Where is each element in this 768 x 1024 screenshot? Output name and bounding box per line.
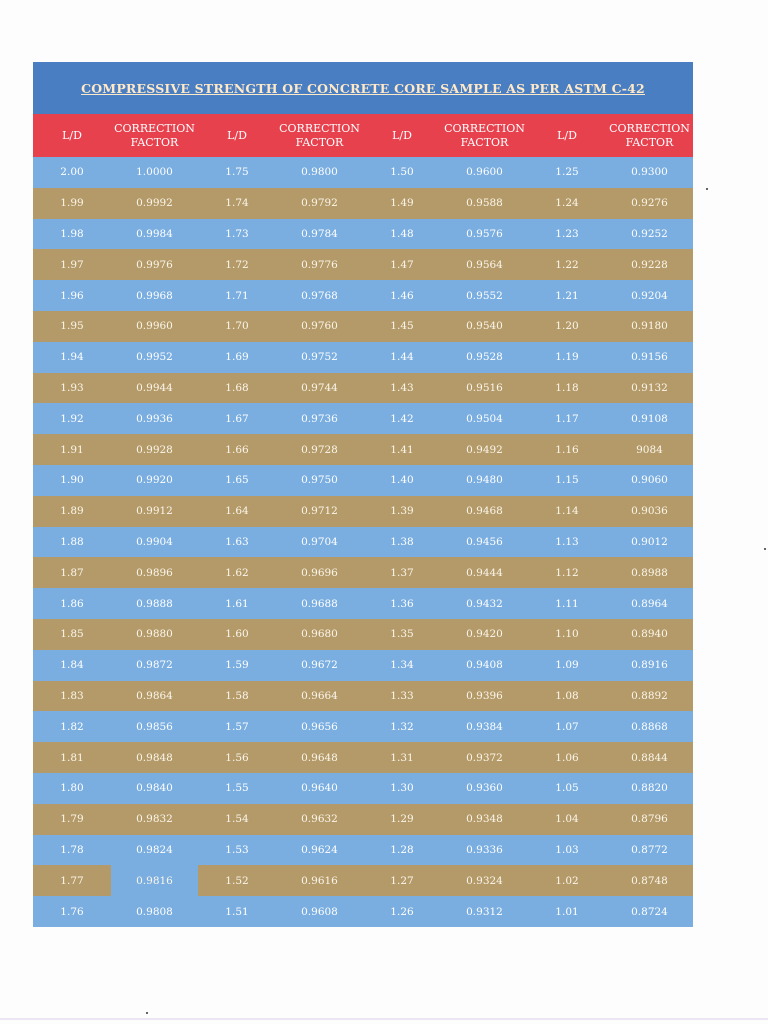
correction-factor-cell: 0.9396 <box>466 689 503 702</box>
correction-factor-cell: 0.9624 <box>301 843 338 856</box>
ld-cell: 1.87 <box>60 566 84 579</box>
correction-factor-cell: 0.9656 <box>301 720 338 733</box>
correction-factor-cell: 0.9608 <box>301 905 338 918</box>
ld-cell: 1.66 <box>225 443 249 456</box>
ld-cell: 1.86 <box>60 597 84 610</box>
table-row <box>33 188 693 219</box>
ld-cell: 1.11 <box>555 597 579 610</box>
ld-cell: 1.78 <box>60 843 84 856</box>
ld-cell: 1.65 <box>225 474 249 487</box>
correction-factor-cell: 0.9640 <box>301 782 338 795</box>
ld-cell: 1.58 <box>225 689 249 702</box>
correction-factor-cell: 0.9348 <box>466 813 503 826</box>
ld-cell: 1.84 <box>60 659 84 672</box>
ld-cell: 1.48 <box>390 227 414 240</box>
correction-factor-cell: 0.9360 <box>466 782 503 795</box>
table-row <box>33 773 693 804</box>
correction-factor-cell: 0.9800 <box>301 166 338 179</box>
correction-factor-cell: 0.9616 <box>301 874 338 887</box>
ld-cell: 1.80 <box>60 782 84 795</box>
ld-cell: 1.21 <box>555 289 579 302</box>
ld-cell: 1.25 <box>555 166 579 179</box>
ld-cell: 1.91 <box>60 443 84 456</box>
correction-factor-table <box>33 62 693 927</box>
correction-factor-cell: 0.9936 <box>136 412 173 425</box>
correction-factor-cell: 0.8724 <box>631 905 668 918</box>
correction-factor-cell: 0.8868 <box>631 720 668 733</box>
ld-cell: 1.30 <box>390 782 414 795</box>
ld-cell: 1.19 <box>555 351 579 364</box>
ld-cell: 1.45 <box>390 320 414 333</box>
correction-factor-cell: 0.9588 <box>466 197 503 210</box>
correction-factor-cell: 0.9648 <box>301 751 338 764</box>
correction-factor-cell: 0.9944 <box>136 381 173 394</box>
ld-cell: 1.49 <box>390 197 414 210</box>
correction-factor-cell: 0.9816 <box>111 865 198 896</box>
ld-cell: 1.36 <box>390 597 414 610</box>
correction-factor-cell: 0.9752 <box>301 351 338 364</box>
ld-cell: 1.38 <box>390 535 414 548</box>
correction-factor-cell: 0.9904 <box>136 535 173 548</box>
correction-factor-cell: 0.9744 <box>301 381 338 394</box>
correction-factor-cell: 0.9696 <box>301 566 338 579</box>
ld-cell: 1.76 <box>60 905 84 918</box>
correction-factor-cell: 0.8748 <box>631 874 668 887</box>
correction-factor-cell: 0.9768 <box>301 289 338 302</box>
ld-cell: 1.94 <box>60 351 84 364</box>
ld-cell: 1.16 <box>555 443 579 456</box>
correction-factor-cell: 0.9688 <box>301 597 338 610</box>
correction-factor-cell: 1.0000 <box>136 166 173 179</box>
ld-cell: 1.24 <box>555 197 579 210</box>
ld-cell: 1.40 <box>390 474 414 487</box>
correction-factor-cell: 0.9576 <box>466 227 503 240</box>
ld-cell: 1.93 <box>60 381 84 394</box>
ld-cell: 1.42 <box>390 412 414 425</box>
ld-cell: 1.70 <box>225 320 249 333</box>
ld-cell: 1.64 <box>225 505 249 518</box>
ld-cell: 1.54 <box>225 813 249 826</box>
header-cf-2: CORRECTION FACTOR <box>279 121 360 149</box>
table-row <box>33 249 693 280</box>
correction-factor-cell: 0.9896 <box>136 566 173 579</box>
header-cf-1: CORRECTION FACTOR <box>114 121 195 149</box>
ld-cell: 1.33 <box>390 689 414 702</box>
correction-factor-cell: 0.9228 <box>631 258 668 271</box>
correction-factor-cell: 0.9492 <box>466 443 503 456</box>
ld-cell: 1.67 <box>225 412 249 425</box>
correction-factor-cell: 0.9336 <box>466 843 503 856</box>
table-row <box>33 311 693 342</box>
correction-factor-cell: 0.9984 <box>136 227 173 240</box>
ld-cell: 1.23 <box>555 227 579 240</box>
correction-factor-cell: 0.9108 <box>631 412 668 425</box>
correction-factor-cell: 0.9784 <box>301 227 338 240</box>
correction-factor-cell: 0.9792 <box>301 197 338 210</box>
correction-factor-cell: 0.9156 <box>631 351 668 364</box>
ld-cell: 1.32 <box>390 720 414 733</box>
correction-factor-cell: 0.8964 <box>631 597 668 610</box>
ld-cell: 1.99 <box>60 197 84 210</box>
table-row <box>33 835 693 866</box>
correction-factor-cell: 0.9776 <box>301 258 338 271</box>
correction-factor-cell: 0.8844 <box>631 751 668 764</box>
correction-factor-cell: 0.9204 <box>631 289 668 302</box>
correction-factor-cell: 0.9468 <box>466 505 503 518</box>
ld-cell: 1.72 <box>225 258 249 271</box>
ld-cell: 1.14 <box>555 505 579 518</box>
correction-factor-cell: 0.9408 <box>466 659 503 672</box>
correction-factor-cell: 0.9036 <box>631 505 668 518</box>
correction-factor-cell: 0.8772 <box>631 843 668 856</box>
correction-factor-cell: 9084 <box>636 443 663 456</box>
correction-factor-cell: 0.9276 <box>631 197 668 210</box>
ld-cell: 1.69 <box>225 351 249 364</box>
ld-cell: 1.97 <box>60 258 84 271</box>
table-row <box>33 650 693 681</box>
correction-factor-cell: 0.9432 <box>466 597 503 610</box>
correction-factor-cell: 0.9920 <box>136 474 173 487</box>
table-row <box>33 157 693 188</box>
header-cf-4: CORRECTION FACTOR <box>609 121 690 149</box>
ld-cell: 1.37 <box>390 566 414 579</box>
correction-factor-cell: 0.9952 <box>136 351 173 364</box>
correction-factor-cell: 0.9728 <box>301 443 338 456</box>
ld-cell: 1.53 <box>225 843 249 856</box>
ld-cell: 1.92 <box>60 412 84 425</box>
ld-cell: 1.41 <box>390 443 414 456</box>
correction-factor-cell: 0.9564 <box>466 258 503 271</box>
ld-cell: 1.12 <box>555 566 579 579</box>
scan-speck <box>764 548 766 550</box>
ld-cell: 1.27 <box>390 874 414 887</box>
correction-factor-cell: 0.9180 <box>631 320 668 333</box>
correction-factor-cell: 0.9480 <box>466 474 503 487</box>
ld-cell: 1.18 <box>555 381 579 394</box>
ld-cell: 1.95 <box>60 320 84 333</box>
ld-cell: 1.60 <box>225 628 249 641</box>
header-ld-2: L/D <box>227 128 247 142</box>
correction-factor-cell: 0.9888 <box>136 597 173 610</box>
ld-cell: 1.04 <box>555 813 579 826</box>
table-row <box>33 373 693 404</box>
ld-cell: 1.61 <box>225 597 249 610</box>
correction-factor-cell: 0.9750 <box>301 474 338 487</box>
table-row <box>33 804 693 835</box>
ld-cell: 1.15 <box>555 474 579 487</box>
correction-factor-cell: 0.9808 <box>136 905 173 918</box>
table-row <box>33 681 693 712</box>
ld-cell: 1.44 <box>390 351 414 364</box>
correction-factor-cell: 0.9444 <box>466 566 503 579</box>
table-row <box>33 588 693 619</box>
ld-cell: 1.96 <box>60 289 84 302</box>
ld-cell: 1.98 <box>60 227 84 240</box>
scan-speck <box>146 1012 148 1014</box>
ld-cell: 1.73 <box>225 227 249 240</box>
ld-cell: 1.51 <box>225 905 249 918</box>
ld-cell: 1.28 <box>390 843 414 856</box>
header-ld-3: L/D <box>392 128 412 142</box>
ld-cell: 1.63 <box>225 535 249 548</box>
ld-cell: 1.47 <box>390 258 414 271</box>
ld-cell: 1.17 <box>555 412 579 425</box>
scan-speck <box>706 188 708 190</box>
correction-factor-cell: 0.8820 <box>631 782 668 795</box>
correction-factor-cell: 0.9736 <box>301 412 338 425</box>
ld-cell: 1.52 <box>225 874 249 887</box>
correction-factor-cell: 0.9848 <box>136 751 173 764</box>
ld-cell: 1.57 <box>225 720 249 733</box>
correction-factor-cell: 0.9372 <box>466 751 503 764</box>
correction-factor-cell: 0.9872 <box>136 659 173 672</box>
correction-factor-cell: 0.9880 <box>136 628 173 641</box>
correction-factor-cell: 0.8988 <box>631 566 668 579</box>
correction-factor-cell: 0.9456 <box>466 535 503 548</box>
correction-factor-cell: 0.9864 <box>136 689 173 702</box>
ld-cell: 1.88 <box>60 535 84 548</box>
table-row <box>33 280 693 311</box>
correction-factor-cell: 0.8892 <box>631 689 668 702</box>
ld-cell: 1.29 <box>390 813 414 826</box>
ld-cell: 2.00 <box>60 166 84 179</box>
ld-cell: 1.02 <box>555 874 579 887</box>
header-row <box>33 114 693 157</box>
header-cf-3: CORRECTION FACTOR <box>444 121 525 149</box>
correction-factor-cell: 0.9540 <box>466 320 503 333</box>
correction-factor-cell: 0.9992 <box>136 197 173 210</box>
correction-factor-cell: 0.9928 <box>136 443 173 456</box>
table-row <box>33 403 693 434</box>
ld-cell: 1.79 <box>60 813 84 826</box>
ld-cell: 1.90 <box>60 474 84 487</box>
correction-factor-cell: 0.9384 <box>466 720 503 733</box>
correction-factor-cell: 0.9252 <box>631 227 668 240</box>
correction-factor-cell: 0.9976 <box>136 258 173 271</box>
correction-factor-cell: 0.9060 <box>631 474 668 487</box>
correction-factor-cell: 0.9840 <box>136 782 173 795</box>
ld-cell: 1.26 <box>390 905 414 918</box>
ld-cell: 1.07 <box>555 720 579 733</box>
ld-cell: 1.55 <box>225 782 249 795</box>
ld-cell: 1.35 <box>390 628 414 641</box>
ld-cell: 1.46 <box>390 289 414 302</box>
ld-cell: 1.56 <box>225 751 249 764</box>
correction-factor-cell: 0.9300 <box>631 166 668 179</box>
correction-factor-cell: 0.8916 <box>631 659 668 672</box>
ld-cell: 1.74 <box>225 197 249 210</box>
table-row <box>33 465 693 496</box>
table-row <box>33 342 693 373</box>
table-row <box>33 434 693 465</box>
correction-factor-cell: 0.9856 <box>136 720 173 733</box>
correction-factor-cell: 0.9516 <box>466 381 503 394</box>
ld-cell: 1.59 <box>225 659 249 672</box>
correction-factor-cell: 0.9324 <box>466 874 503 887</box>
title-bar <box>33 62 693 114</box>
table-row <box>33 711 693 742</box>
scan-edge <box>0 1018 768 1020</box>
ld-cell: 1.83 <box>60 689 84 702</box>
correction-factor-cell: 0.9912 <box>136 505 173 518</box>
correction-factor-cell: 0.9420 <box>466 628 503 641</box>
correction-factor-cell: 0.9312 <box>466 905 503 918</box>
ld-cell: 1.31 <box>390 751 414 764</box>
ld-cell: 1.43 <box>390 381 414 394</box>
table-row <box>33 527 693 558</box>
ld-cell: 1.13 <box>555 535 579 548</box>
ld-cell: 1.62 <box>225 566 249 579</box>
correction-factor-cell: 0.9672 <box>301 659 338 672</box>
ld-cell: 1.82 <box>60 720 84 733</box>
ld-cell: 1.89 <box>60 505 84 518</box>
table-row <box>33 865 693 896</box>
ld-cell: 1.50 <box>390 166 414 179</box>
ld-cell: 1.71 <box>225 289 249 302</box>
table-row <box>33 557 693 588</box>
header-ld-4: L/D <box>557 128 577 142</box>
table-row <box>33 896 693 927</box>
ld-cell: 1.75 <box>225 166 249 179</box>
correction-factor-cell: 0.9680 <box>301 628 338 641</box>
ld-cell: 1.77 <box>60 874 84 887</box>
ld-cell: 1.09 <box>555 659 579 672</box>
correction-factor-cell: 0.9552 <box>466 289 503 302</box>
correction-factor-cell: 0.9632 <box>301 813 338 826</box>
ld-cell: 1.85 <box>60 628 84 641</box>
correction-factor-cell: 0.9832 <box>136 813 173 826</box>
correction-factor-cell: 0.8940 <box>631 628 668 641</box>
correction-factor-cell: 0.9704 <box>301 535 338 548</box>
ld-cell: 1.08 <box>555 689 579 702</box>
ld-cell: 1.34 <box>390 659 414 672</box>
table-title: COMPRESSIVE STRENGTH OF CONCRETE CORE SAMPLE AS PER ASTM C-42 <box>81 80 645 96</box>
ld-cell: 1.01 <box>555 905 579 918</box>
table-body <box>33 157 693 927</box>
table-row <box>33 496 693 527</box>
correction-factor-cell: 0.9504 <box>466 412 503 425</box>
ld-cell: 1.06 <box>555 751 579 764</box>
header-ld-1: L/D <box>62 128 82 142</box>
correction-factor-cell: 0.9528 <box>466 351 503 364</box>
correction-factor-cell: 0.8796 <box>631 813 668 826</box>
table-row <box>33 742 693 773</box>
correction-factor-cell: 0.9012 <box>631 535 668 548</box>
ld-cell: 1.10 <box>555 628 579 641</box>
ld-cell: 1.05 <box>555 782 579 795</box>
correction-factor-cell: 0.9968 <box>136 289 173 302</box>
correction-factor-cell: 0.9960 <box>136 320 173 333</box>
ld-cell: 1.68 <box>225 381 249 394</box>
correction-factor-cell: 0.9664 <box>301 689 338 702</box>
correction-factor-cell: 0.9760 <box>301 320 338 333</box>
correction-factor-cell: 0.9600 <box>466 166 503 179</box>
ld-cell: 1.20 <box>555 320 579 333</box>
correction-factor-cell: 0.9824 <box>136 843 173 856</box>
ld-cell: 1.03 <box>555 843 579 856</box>
correction-factor-cell: 0.9132 <box>631 381 668 394</box>
ld-cell: 1.39 <box>390 505 414 518</box>
ld-cell: 1.22 <box>555 258 579 271</box>
correction-factor-cell: 0.9712 <box>301 505 338 518</box>
ld-cell: 1.81 <box>60 751 84 764</box>
table-row <box>33 219 693 250</box>
table-row <box>33 619 693 650</box>
